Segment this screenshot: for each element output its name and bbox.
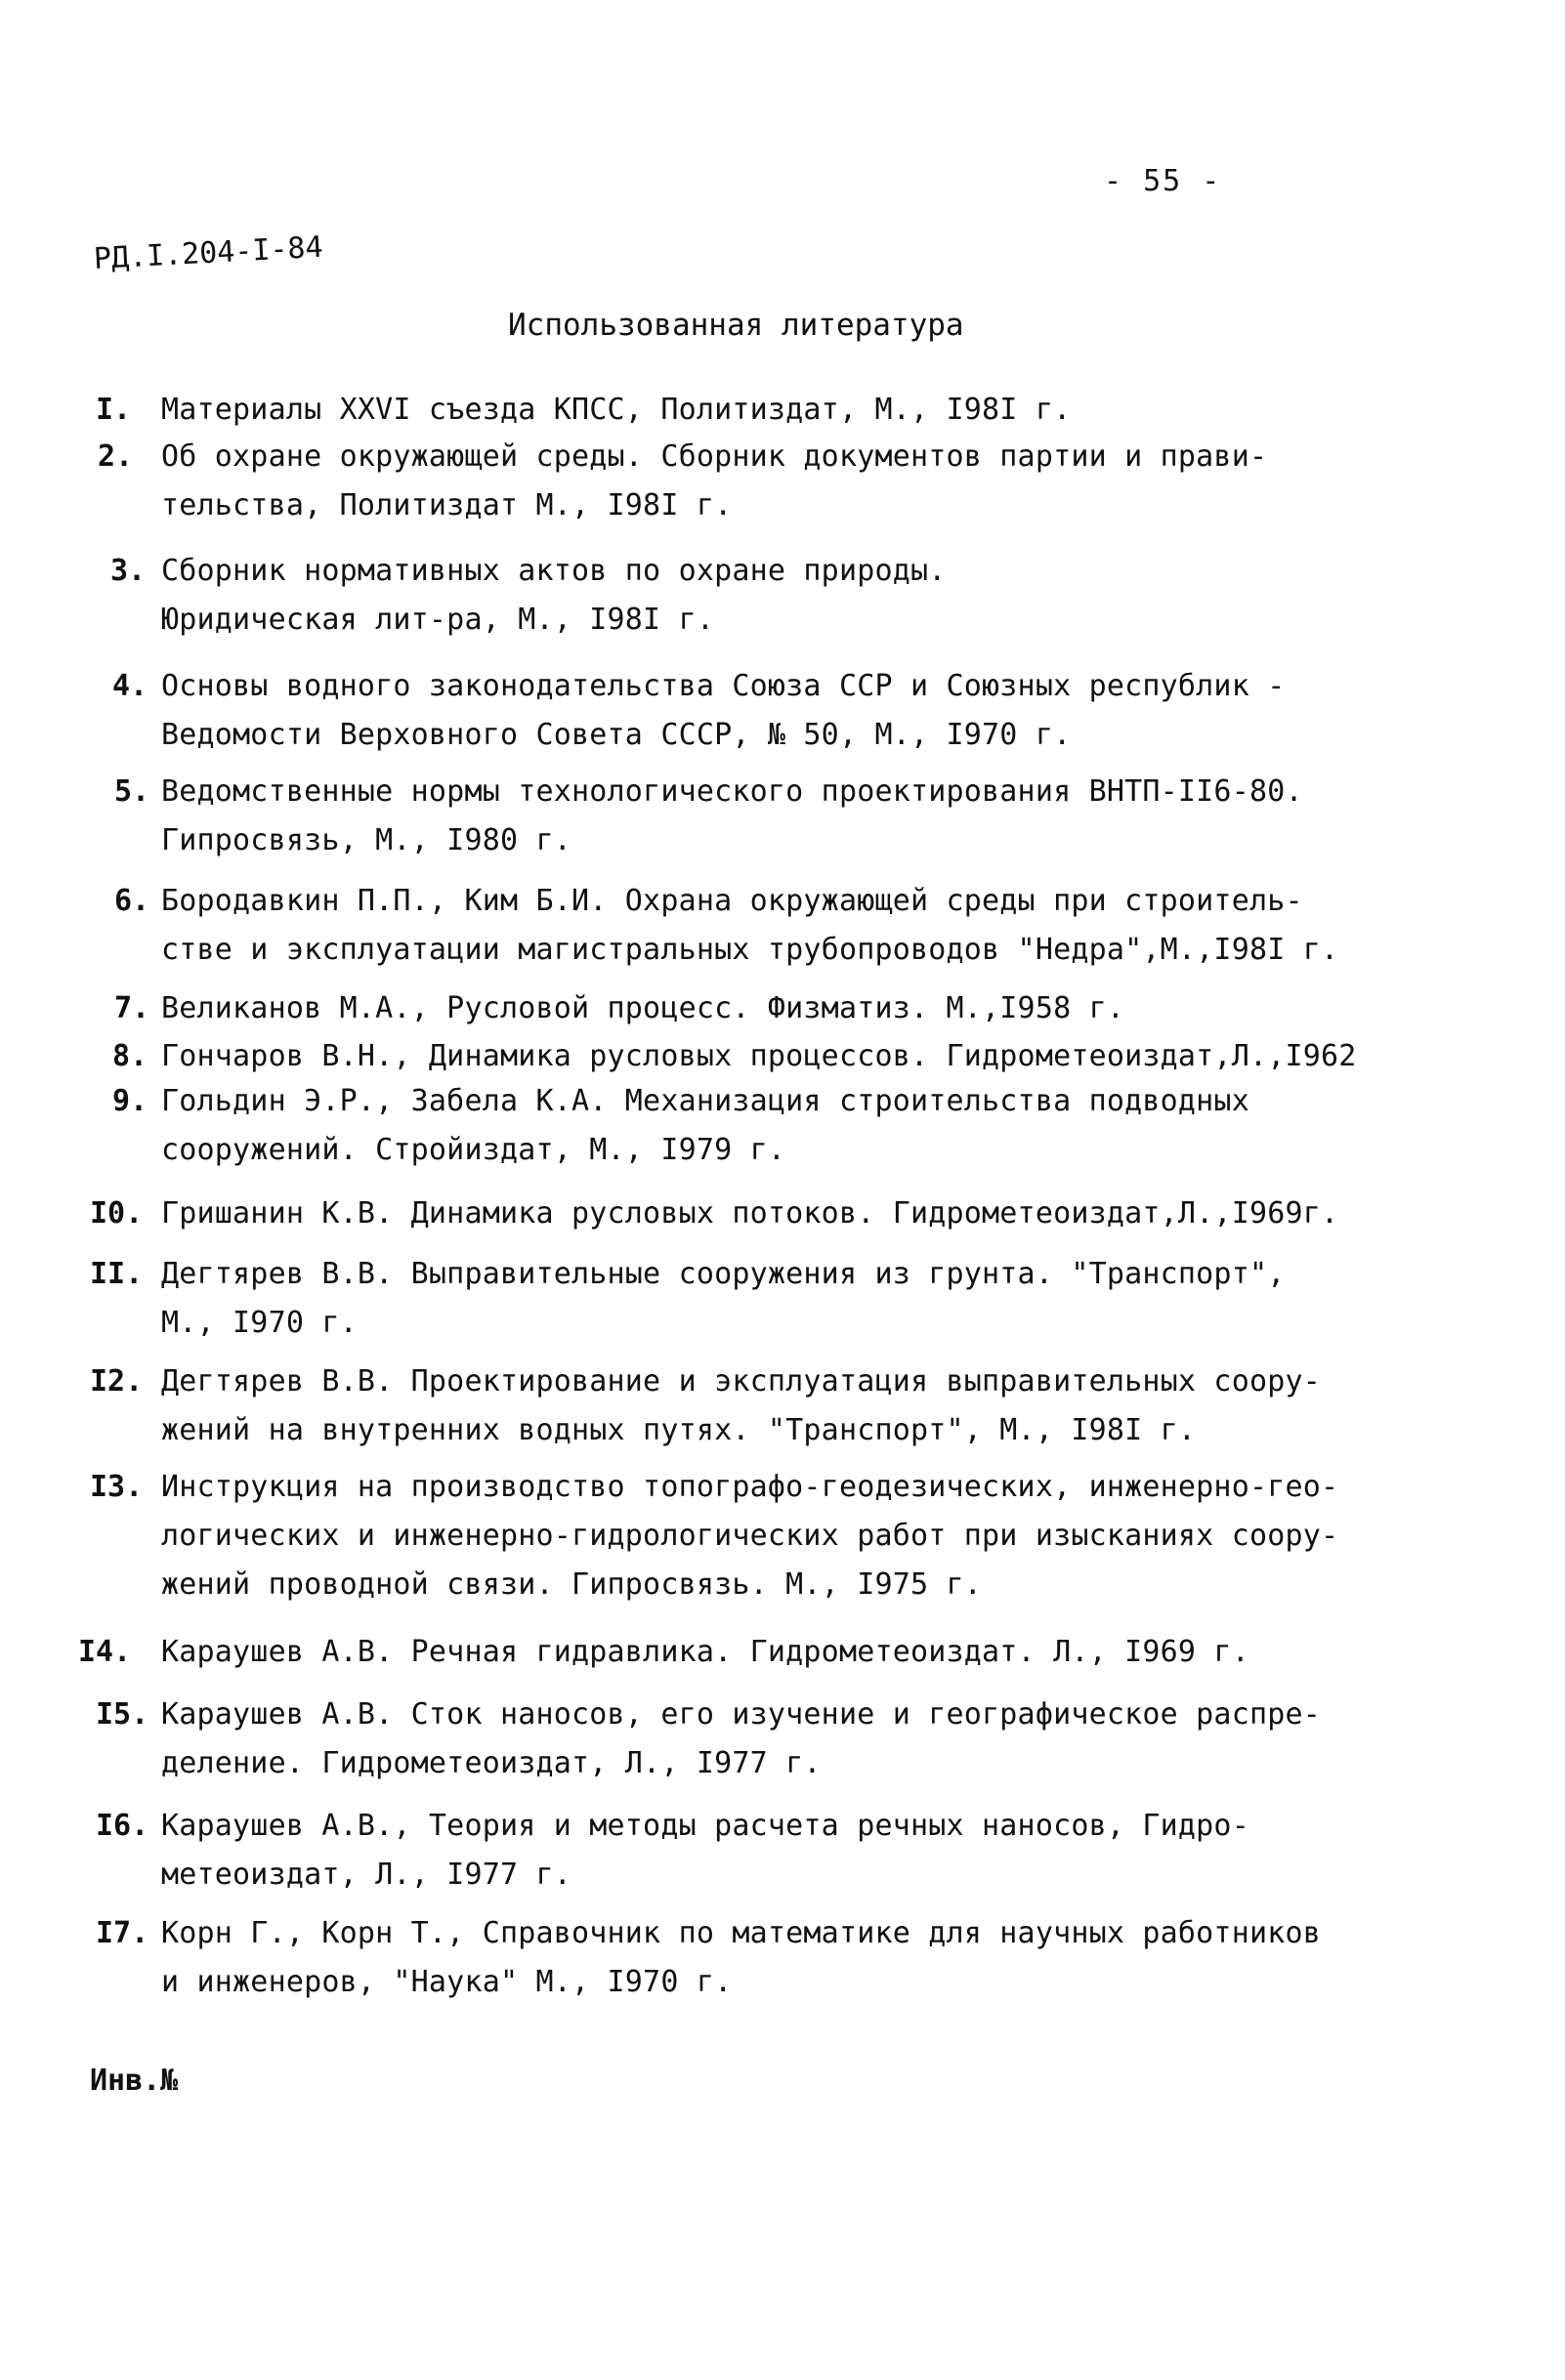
inventory-number-label: Инв.№ — [90, 2064, 179, 2098]
document-code: РД.I.204-I-84 — [93, 230, 324, 276]
reference-text-line: Гришанин К.В. Динамика русловых потоков. Гидрометеоиздат,Л.,I969г. — [161, 1196, 1339, 1231]
reference-number: I. — [96, 393, 132, 427]
reference-number: 5. — [114, 774, 150, 809]
reference-text-line: логических и инженерно-гидрологических работ при изысканиях соору- — [161, 1519, 1339, 1553]
reference-text-line: Об охране окружающей среды. Сборник документов партии и прави- — [161, 439, 1268, 474]
reference-text-line: Основы водного законодательства Союза ССР и Союзных республик - — [161, 669, 1286, 703]
reference-number: I0. — [90, 1196, 144, 1231]
reference-text-line: тельства, Политиздат М., I98I г. — [161, 488, 733, 522]
reference-text-line: Инструкция на производство топографо-геодезических, инженерно-гео- — [161, 1470, 1339, 1504]
reference-text-line: стве и эксплуатации магистральных трубопроводов "Недра",М.,I98I г. — [161, 933, 1339, 967]
reference-number: I5. — [96, 1697, 149, 1732]
reference-text-line: метеоиздат, Л., I977 г. — [161, 1858, 572, 1892]
reference-text-line: Бородавкин П.П., Ким Б.И. Охрана окружающей среды при строитель- — [161, 884, 1303, 918]
reference-text-line: деление. Гидрометеоиздат, Л., I977 г. — [161, 1746, 822, 1780]
reference-text-line: Гольдин Э.Р., Забела К.А. Механизация строительства подводных — [161, 1084, 1249, 1118]
page-title: Использованная литература — [508, 308, 964, 343]
reference-text-line: жений на внутренних водных путях. "Транспорт", М., I98I г. — [161, 1413, 1197, 1447]
reference-text-line: М., I970 г. — [161, 1306, 358, 1340]
reference-number: 9. — [112, 1084, 148, 1118]
reference-number: I3. — [90, 1470, 144, 1504]
reference-number: 8. — [112, 1039, 148, 1073]
reference-text-line: Караушев А.В. Сток наносов, его изучение и географическое распре- — [161, 1697, 1321, 1732]
reference-text-line: жений проводной связи. Гипросвязь. М., I975 г. — [161, 1567, 983, 1602]
reference-number: II. — [90, 1257, 144, 1291]
reference-text-line: Великанов М.А., Русловой процесс. Физматиз. М.,I958 г. — [161, 991, 1125, 1025]
reference-text-line: Корн Г., Корн Т., Справочник по математике для научных работников — [161, 1916, 1321, 1950]
reference-number: I2. — [90, 1364, 144, 1399]
reference-number: 6. — [114, 884, 150, 918]
reference-text-line: Ведомственные нормы технологического проектирования ВНТП-II6-80. — [161, 774, 1303, 809]
reference-text-line: и инженеров, "Наука" М., I970 г. — [161, 1965, 733, 1999]
reference-number: I6. — [96, 1809, 149, 1843]
reference-number: 2. — [98, 439, 134, 474]
reference-text-line: Дегтярев В.В. Выправительные сооружения из грунта. "Транспорт", — [161, 1257, 1286, 1291]
reference-number: I4. — [78, 1635, 132, 1669]
reference-text-line: Ведомости Верховного Совета СССР, № 50, М., I970 г. — [161, 718, 1072, 752]
reference-text-line: Караушев А.В., Теория и методы расчета речных наносов, Гидро- — [161, 1809, 1249, 1843]
reference-text-line: Сборник нормативных актов по охране природы. — [161, 554, 947, 588]
reference-text-line: сооружений. Стройиздат, М., I979 г. — [161, 1133, 786, 1167]
reference-text-line: Гипросвязь, М., I980 г. — [161, 823, 572, 857]
reference-number: I7. — [96, 1916, 149, 1950]
reference-text-line: Юридическая лит-ра, М., I98I г. — [161, 603, 715, 637]
reference-number: 3. — [110, 554, 147, 588]
reference-text-line: Дегтярев В.В. Проектирование и эксплуатация выправительных соору- — [161, 1364, 1321, 1399]
reference-number: 7. — [114, 991, 150, 1025]
reference-text-line: Караушев А.В. Речная гидравлика. Гидрометеоиздат. Л., I969 г. — [161, 1635, 1249, 1669]
reference-text-line: Материалы XXVI съезда КПСС, Политиздат, М., I98I г. — [161, 393, 1072, 427]
page-number: - 55 - — [1104, 164, 1222, 198]
reference-number: 4. — [112, 669, 148, 703]
reference-text-line: Гончаров В.Н., Динамика русловых процессов. Гидрометеоиздат,Л.,I962 — [161, 1039, 1357, 1073]
